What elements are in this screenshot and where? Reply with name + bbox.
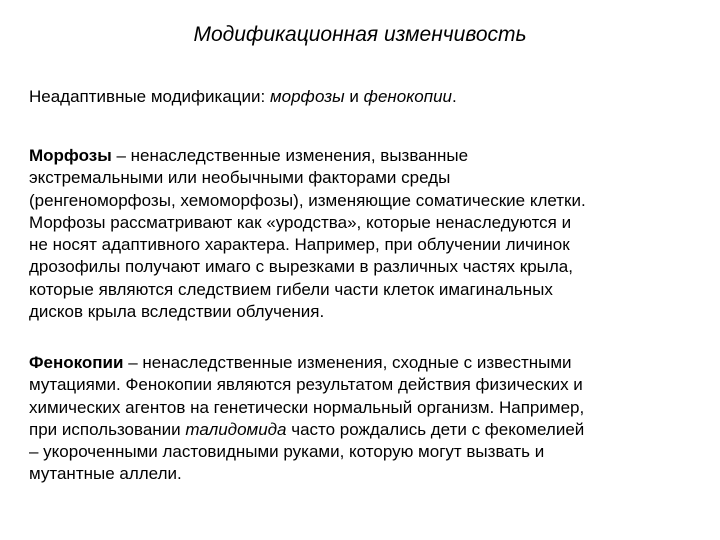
morphoses-paragraph [29,145,699,323]
phenocopies-line-4-suffix: часто рождались дети с фекомелией [286,419,585,439]
intro-conjunction: и [344,87,364,106]
phenocopies-line-6: мутантные аллели. [29,464,182,484]
phenocopies-term: Фенокопии [29,353,124,372]
slide-title: Модификационная изменчивость [193,23,527,46]
morphoses-term: Морфозы [29,146,112,165]
intro-term-morphoses: морфозы [269,87,345,106]
morphoses-line-1 [29,145,699,167]
phenocopies-line-2: мутациями. Фенокопии являются результатом действия физических и [29,375,583,395]
morphoses-line-4: Морфозы рассматривают как «уродства», которые ненаследуются и [29,212,572,232]
intro-suffix: . [451,87,457,106]
morphoses-line-1-text: – ненаследственные изменения, вызванные [111,146,469,165]
intro-line [29,86,457,108]
phenocopies-paragraph [29,352,699,486]
phenocopies-line-3: химических агентов на генетически нормальный организм. Например, [29,397,585,417]
phenocopies-line-4 [29,419,699,441]
phenocopies-line-1 [29,352,699,374]
morphoses-line-7: которые являются следствием гибели части клеток имагинальных [29,279,553,299]
morphoses-line-2: экстремальными или необычными факторами среды [29,168,451,188]
thalidomide-term: талидомида [185,419,287,439]
morphoses-line-5: не носят адаптивного характера. Например, при облучении личинок [29,235,570,255]
phenocopies-line-5: – укороченными ластовидными руками, которую могут вызвать и [29,442,545,462]
morphoses-line-8: дисков крыла вследствии облучения. [29,302,325,322]
phenocopies-line-1-text: – ненаследственные изменения, сходные с известными [123,353,572,372]
intro-term-phenocopies: фенокопии [363,87,452,106]
intro-prefix: Неадаптивные модификации: [29,87,270,106]
morphoses-line-3: (ренгеноморфозы, хемоморфозы), изменяющие соматические клетки. [29,190,586,210]
morphoses-line-6: дрозофилы получают имаго с вырезками в различных частях крыла, [29,257,573,277]
phenocopies-line-4-prefix: при использовании [29,419,186,439]
